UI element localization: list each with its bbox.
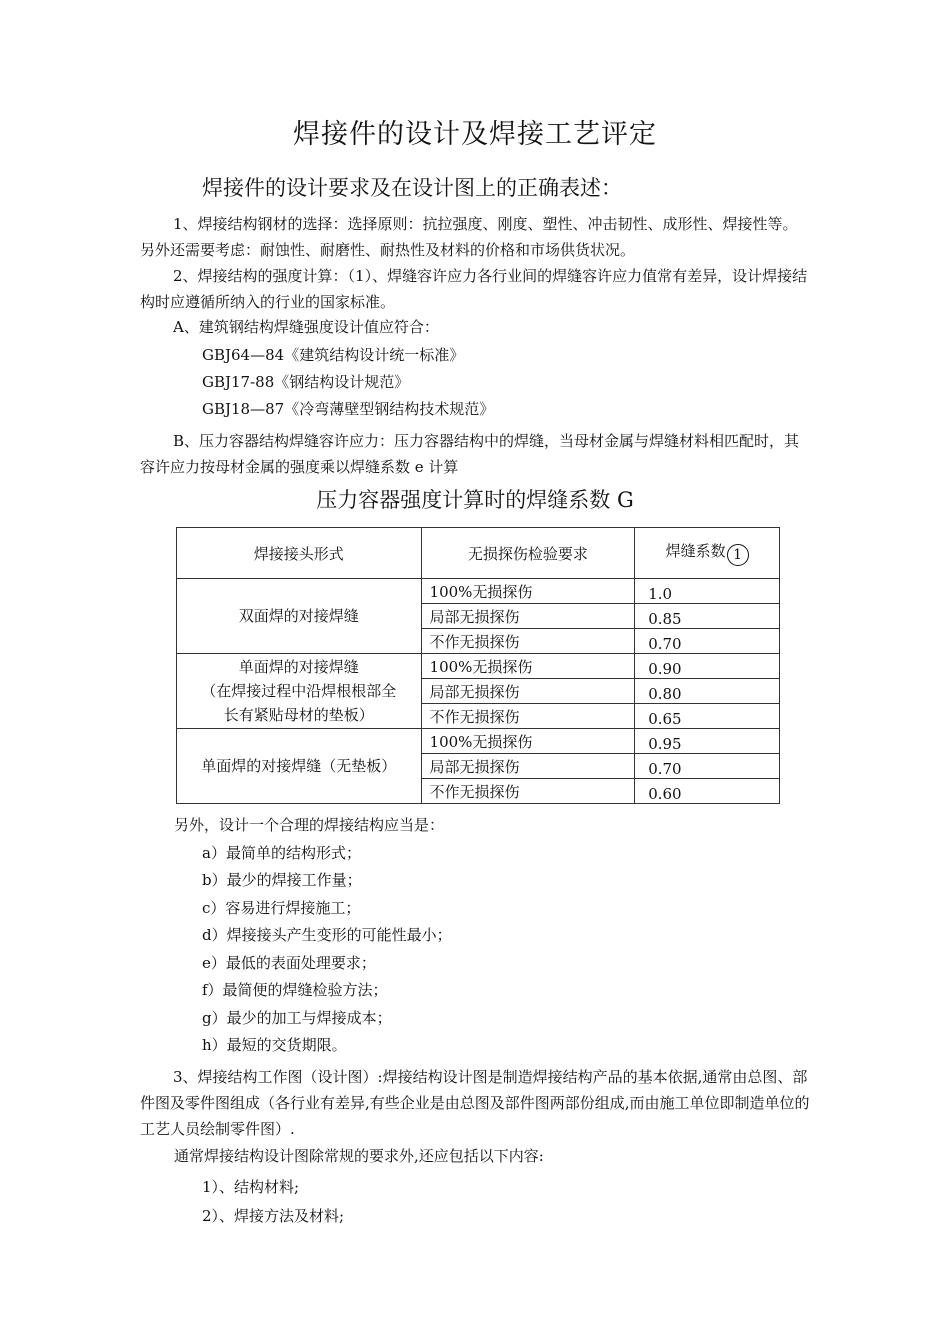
ndt-cell: 100%无损探伤 — [421, 729, 635, 754]
standard-item: GBJ64—84《建筑结构设计统一标准》 — [202, 346, 465, 364]
list-item: e）最低的表面处理要求； — [202, 954, 376, 972]
paragraph-strength-calc: 2、焊接结构的强度计算：（1）、焊缝容许应力各行业间的焊缝容许应力值常有差异，设计焊接结构时应遵循所纳入的行业的国家标准。 — [140, 267, 808, 311]
ndt-cell: 100%无损探伤 — [421, 579, 635, 604]
table-row — [177, 654, 780, 679]
standard-item: GBJ17-88《钢结构设计规范》 — [202, 373, 410, 391]
list-item: h）最短的交货期限。 — [202, 1036, 347, 1054]
coefficient-cell: 1.0 — [635, 579, 780, 604]
design-principles-intro: 另外，设计一个合理的焊接结构应当是： — [174, 816, 445, 834]
coefficient-cell: 0.90 — [635, 654, 780, 679]
table-header-row — [177, 528, 780, 579]
coefficient-cell: 0.65 — [635, 704, 780, 729]
content-intro: 通常焊接结构设计图除常规的要求外,还应包括以下内容: — [174, 1147, 544, 1165]
header-joint-form: 焊接接头形式 — [177, 528, 422, 579]
header-ndt-requirement: 无损探伤检验要求 — [421, 528, 635, 579]
paragraph-item-a: A、建筑钢结构焊缝强度设计值应符合： — [173, 318, 439, 336]
circled-number: 1 — [727, 544, 749, 566]
header-weld-coefficient: 焊缝系数 1 — [635, 528, 780, 579]
ndt-cell: 局部无损探伤 — [421, 754, 635, 779]
weld-coefficient-table — [176, 527, 780, 804]
ndt-cell: 局部无损探伤 — [421, 604, 635, 629]
standard-item: GBJ18—87《冷弯薄壁型钢结构技术规范》 — [202, 400, 495, 418]
coefficient-cell: 0.70 — [635, 754, 780, 779]
content-item: 1）、结构材料; — [202, 1178, 300, 1196]
coefficient-cell: 0.60 — [635, 779, 780, 804]
list-item: f）最简便的焊缝检验方法； — [202, 981, 388, 999]
list-item: c）容易进行焊接施工； — [202, 899, 361, 917]
table-row — [177, 729, 780, 754]
list-item: g）最少的加工与焊接成本； — [202, 1009, 392, 1027]
table-title: 压力容器强度计算时的焊缝系数 G — [316, 488, 634, 512]
list-item: a）最简单的结构形式； — [202, 844, 361, 862]
ndt-cell: 100%无损探伤 — [421, 654, 635, 679]
list-item: b）最少的焊接工作量； — [202, 871, 362, 889]
list-item: d）焊接接头产生变形的可能性最小； — [202, 926, 452, 944]
joint-form-cell: 双面焊的对接焊缝 — [177, 579, 422, 654]
paragraph-working-drawing: 3、焊接结构工作图（设计图）:焊接结构设计图是制造焊接结构产品的基本依据,通常由总图、部件图及零件图组成（各行业有差异,有些企业是由总图及部件图两部份组成,而由施工单位即制造单位的工艺人员绘制零件图）. — [140, 1068, 810, 1138]
document-title: 焊接件的设计及焊接工艺评定 — [293, 119, 657, 150]
ndt-cell: 不作无损探伤 — [421, 629, 635, 654]
ndt-cell: 不作无损探伤 — [421, 779, 635, 804]
paragraph-steel-selection: 1、焊接结构钢材的选择：选择原则：抗拉强度、刚度、塑性、冲击韧性、成形性、焊接性等。另外还需要考虑：耐蚀性、耐磨性、耐热性及材料的价格和市场供货状况。 — [140, 215, 798, 259]
content-item: 2）、焊接方法及材料; — [202, 1207, 345, 1225]
coefficient-cell: 0.80 — [635, 679, 780, 704]
joint-form-cell: 单面焊的对接焊缝 （在焊接过程中沿焊根根部全 长有紧贴母材的垫板） — [177, 654, 422, 729]
section-heading: 焊接件的设计要求及在设计图上的正确表述： — [202, 176, 622, 200]
coefficient-cell: 0.95 — [635, 729, 780, 754]
ndt-cell: 不作无损探伤 — [421, 704, 635, 729]
paragraph-item-b: B、压力容器结构焊缝容许应力：压力容器结构中的焊缝，当母材金属与焊缝材料相匹配时，其容许应力按母材金属的强度乘以焊缝系数 e 计算 — [140, 432, 800, 476]
table-row — [177, 579, 780, 604]
ndt-cell: 局部无损探伤 — [421, 679, 635, 704]
coefficient-cell: 0.85 — [635, 604, 780, 629]
coefficient-cell: 0.70 — [635, 629, 780, 654]
joint-form-cell: 单面焊的对接焊缝（无垫板） — [177, 729, 422, 804]
